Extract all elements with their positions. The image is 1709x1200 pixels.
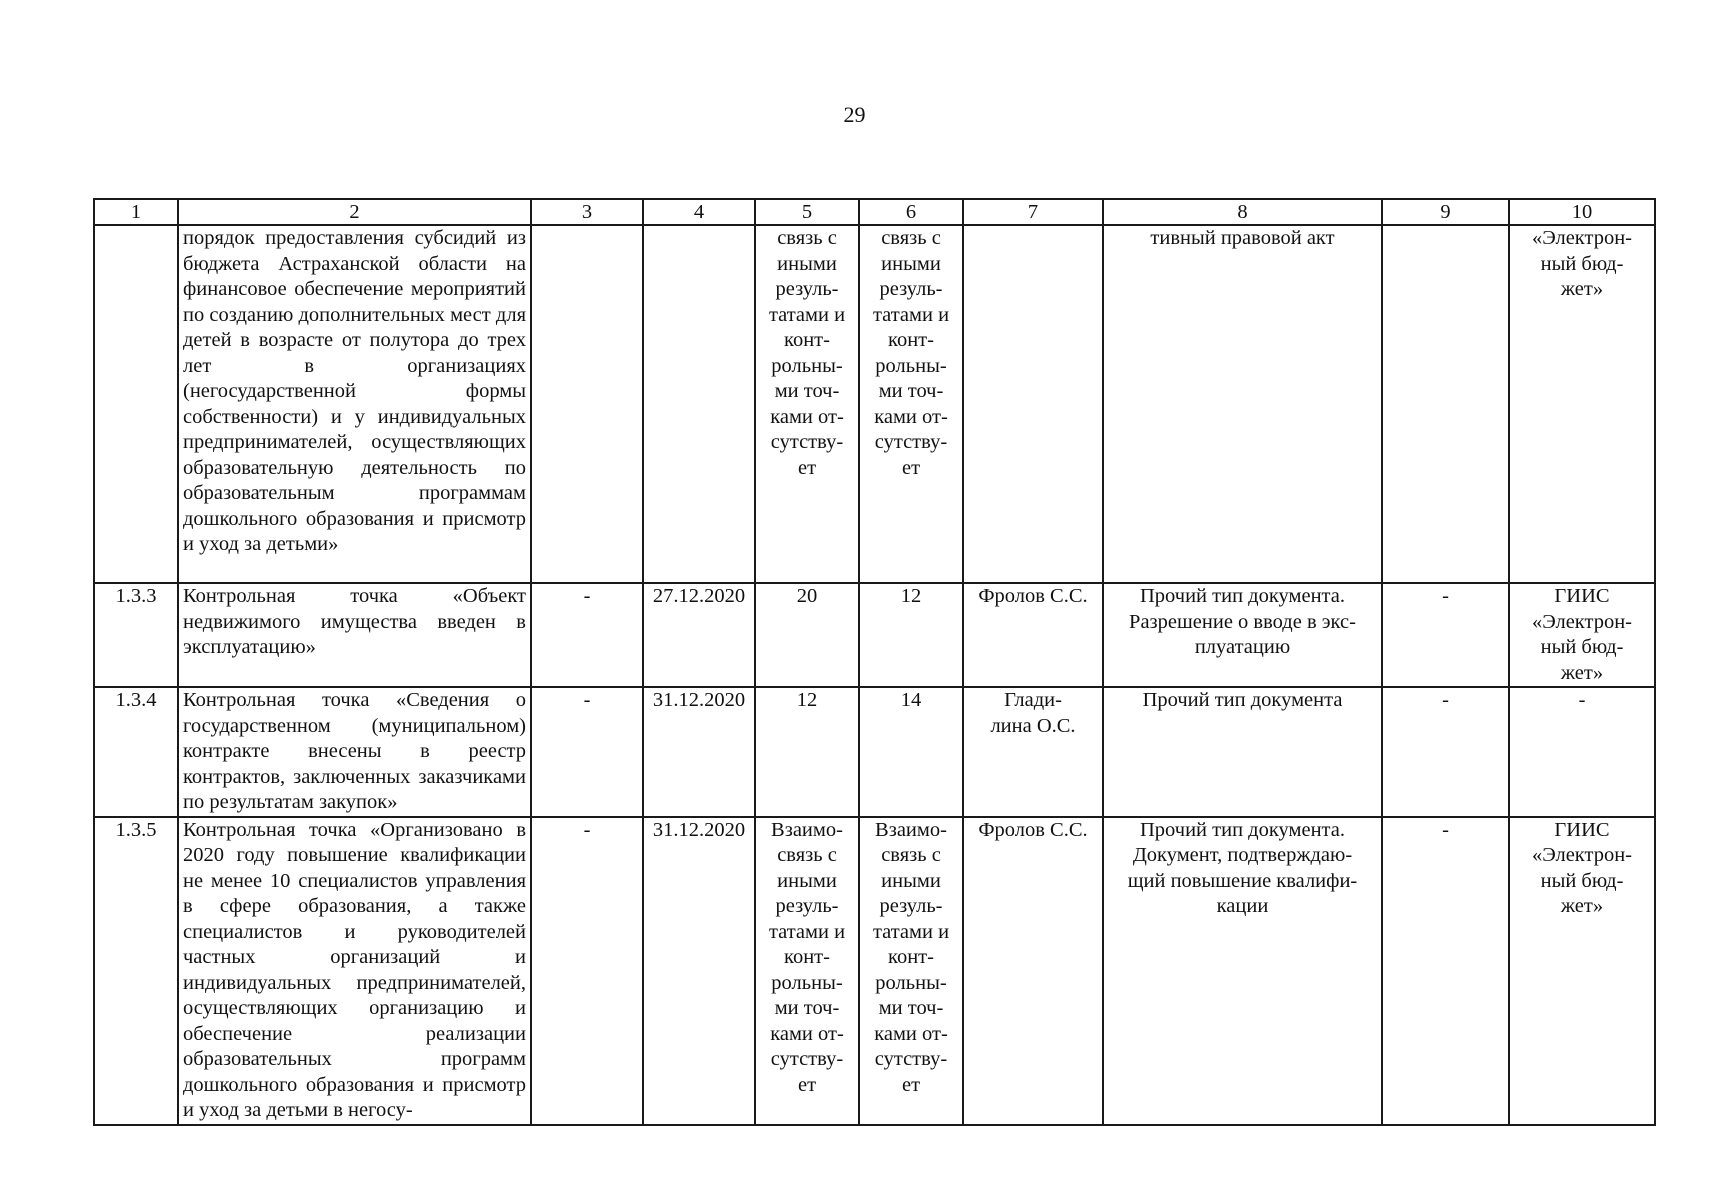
cell-system: «Электрон- ный бюд- жет» [1509,225,1655,583]
cell-col3: - [531,583,643,687]
cell-responsible [963,225,1103,583]
cell-col6: 12 [859,583,963,687]
table-row [94,817,1655,1125]
column-number-row [94,199,1655,225]
column-header: 4 [643,199,755,225]
cell-date [643,225,755,583]
cell-date: 31.12.2020 [643,687,755,817]
cell-col6: Взаимо- связь с иными резуль- татами и конт- рольны- ми точ- ками от- сутству- ет [859,817,963,1125]
row-number: 1.3.4 [94,687,178,817]
column-header: 9 [1382,199,1509,225]
cell-system: ГИИС «Электрон- ный бюд- жет» [1509,583,1655,687]
cell-col9: - [1382,687,1509,817]
page-number: 29 [843,102,866,127]
row-number: 1.3.3 [94,583,178,687]
cell-col9: - [1382,817,1509,1125]
row-description: порядок предоставления субсидий из бюджета Астраханской области на финансовое обеспечение мероприятий по созданию дополнительных мест для детей в возрасте от полутора до трех лет в организациях (негосударственной формы собственности) и у индивидуальных предпринимателей, осуществляющих образовательную деятельность по образовательным программам дошкольного образования и присмотр и уход за детьми» [178,225,531,583]
cell-col5: связь с иными резуль- татами и конт- рольны- ми точ- ками от- сутству- ет [755,225,859,583]
cell-responsible: Глади- лина О.С. [963,687,1103,817]
column-header: 1 [94,199,178,225]
control-points-table [93,198,1656,1126]
cell-document-type: Прочий тип документа. Документ, подтверждаю- щий повышение квалифи- кации [1103,817,1382,1125]
cell-system: ГИИС «Электрон- ный бюд- жет» [1509,817,1655,1125]
column-header: 7 [963,199,1103,225]
column-header: 6 [859,199,963,225]
column-header: 3 [531,199,643,225]
row-description: Контрольная точка «Сведения о государственном (муниципальном) контракте внесены в реестр контрактов, заключенных заказчиками по результатам закупок» [178,687,531,817]
column-header: 10 [1509,199,1655,225]
cell-system: - [1509,687,1655,817]
cell-responsible: Фролов С.С. [963,583,1103,687]
cell-col3 [531,225,643,583]
cell-col9 [1382,225,1509,583]
cell-col5: 20 [755,583,859,687]
cell-col6: 14 [859,687,963,817]
cell-col5: 12 [755,687,859,817]
cell-document-type: Прочий тип документа. Разрешение о вводе в экс- плуатацию [1103,583,1382,687]
table-row [94,225,1655,583]
table-row [94,583,1655,687]
row-number [94,225,178,583]
column-header: 2 [178,199,531,225]
table-row [94,687,1655,817]
row-description: Контрольная точка «Объект недвижимого имущества введен в эксплуатацию» [178,583,531,687]
cell-col6: связь с иными резуль- татами и конт- рольны- ми точ- ками от- сутству- ет [859,225,963,583]
column-header: 5 [755,199,859,225]
cell-col5: Взаимо- связь с иными резуль- татами и конт- рольны- ми точ- ками от- сутству- ет [755,817,859,1125]
cell-document-type: Прочий тип документа [1103,687,1382,817]
cell-col9: - [1382,583,1509,687]
cell-col3: - [531,817,643,1125]
cell-document-type: тивный правовой акт [1103,225,1382,583]
cell-date: 31.12.2020 [643,817,755,1125]
cell-date: 27.12.2020 [643,583,755,687]
cell-responsible: Фролов С.С. [963,817,1103,1125]
row-number: 1.3.5 [94,817,178,1125]
cell-col3: - [531,687,643,817]
row-description: Контрольная точка «Организовано в 2020 году повышение квалификации не менее 10 специалистов управления в сфере образования, а также специалистов и руководителей частных организаций и индивидуальных предпринимателей, осуществляющих организацию и обеспечение реализации образовательных программ дошкольного образования и присмотр и уход за детьми в негосу- [178,817,531,1125]
column-header: 8 [1103,199,1382,225]
